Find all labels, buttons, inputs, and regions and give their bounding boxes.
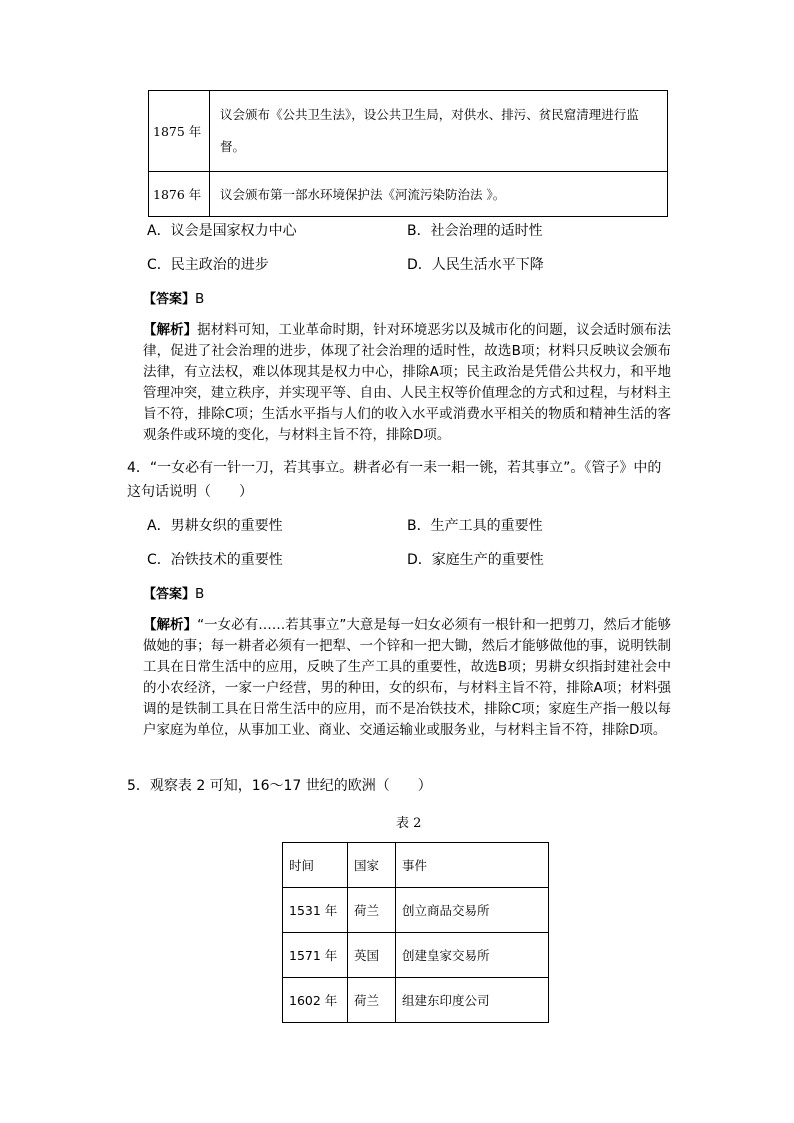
- table-cell-event: 议会颁布第一部水环境保护法《河流污染防治法 》。: [210, 172, 668, 217]
- q3-option-b[interactable]: B．社会治理的适时性: [407, 223, 543, 239]
- table-header: 国家: [348, 843, 396, 888]
- table-cell-year: 1875 年: [149, 91, 210, 172]
- table-cell: 组建东印度公司: [396, 978, 549, 1023]
- answer-label: 【答案】: [143, 292, 196, 307]
- analysis-label: 【解析】: [143, 322, 198, 338]
- table-header: 事件: [396, 843, 549, 888]
- q4-question: 4．“一女必有一针一刀，若其事立。耕者必有一耒一耜一铫，若其事立”。《管子》中的这句话说明（ ）: [127, 460, 662, 500]
- table-row: [283, 888, 549, 933]
- analysis-label: 【解析】: [143, 617, 198, 633]
- analysis-text: 据材料可知，工业革命时期，针对环境恶劣以及城市化的问题，议会适时颁布法律，促进了社会治理的进步，体现了社会治理的适时性，故选B项；材料只反映议会颁布法律，有立法权，难以体现其是权力中心，排除A项；民主政治是凭借公共权力，和平地管理冲突，建立秩序，并实现平等、自由、人民主权等价值理念的方式和过程，与材料主旨不符，排除C项；生活水平指与人们的收入水平或消费水平相关的物质和精神生活的客观条件或环境的变化，与材料主旨不符，排除D项。: [143, 322, 672, 443]
- q5-table: [282, 842, 549, 1023]
- q3-option-d[interactable]: D．人民生活水平下降: [407, 257, 544, 273]
- table-row: [283, 978, 549, 1023]
- answer-value: B: [195, 586, 205, 602]
- analysis-text: “一女必有……若其事立”大意是每一妇女必须有一根针和一把剪刀，然后才能够做她的事；每一耕者必须有一把犁、一个锌和一把大锄，然后才能够做他的事，说明铁制工具在日常生活中的应用，反映了生产工具的重要性，故选B项；男耕女织指封建社会中的小农经济，一家一户经营，男的种田，女的织布，与材料主旨不符，排除A项；材料强调的是铁制工具在日常生活中的应用，而不是冶铁技术，排除C项；家庭生产指一般以每户家庭为单位，从事加工业、商业、交通运输业或服务业，与材料主旨不符，排除D项。: [143, 617, 671, 738]
- table-cell: 荷兰: [348, 888, 396, 933]
- q3-option-a[interactable]: A．议会是国家权力中心: [147, 223, 297, 239]
- table-row: [149, 172, 668, 217]
- table-row: [149, 91, 668, 172]
- q3-option-c[interactable]: C．民主政治的进步: [147, 257, 269, 273]
- table-cell-event: 议会颁布《公共卫生法》，设公共卫生局，对供水、排污、贫民窟清理进行监督。: [210, 91, 668, 172]
- table-row: [283, 933, 549, 978]
- answer-value: B: [195, 291, 205, 307]
- q4-option-d[interactable]: D．家庭生产的重要性: [407, 552, 544, 568]
- table-header: 时间: [283, 843, 348, 888]
- q3-material-table: [148, 90, 668, 217]
- table-cell: 英国: [348, 933, 396, 978]
- table-cell: 创建皇家交易所: [396, 933, 549, 978]
- q4-option-b[interactable]: B．生产工具的重要性: [407, 518, 543, 534]
- table-cell-year: 1876 年: [149, 172, 210, 217]
- table-cell: 1602 年: [283, 978, 348, 1023]
- table-cell: 1571 年: [283, 933, 348, 978]
- q4-option-c[interactable]: C．冶铁技术的重要性: [147, 552, 283, 568]
- q3-answer: [143, 288, 204, 307]
- answer-label: 【答案】: [143, 587, 196, 602]
- table-header-row: [283, 843, 549, 888]
- q5-question: 5．观察表 2 可知，16～17 世纪的欧洲（ ）: [127, 778, 432, 794]
- q3-analysis: [143, 320, 671, 446]
- table-cell: 创立商品交易所: [396, 888, 549, 933]
- q4-option-a[interactable]: A．男耕女织的重要性: [147, 518, 283, 534]
- q4-answer: [143, 583, 204, 602]
- table-cell: 1531 年: [283, 888, 348, 933]
- table-caption: 表 2: [396, 816, 422, 831]
- q4-analysis: [143, 615, 671, 741]
- table-cell: 荷兰: [348, 978, 396, 1023]
